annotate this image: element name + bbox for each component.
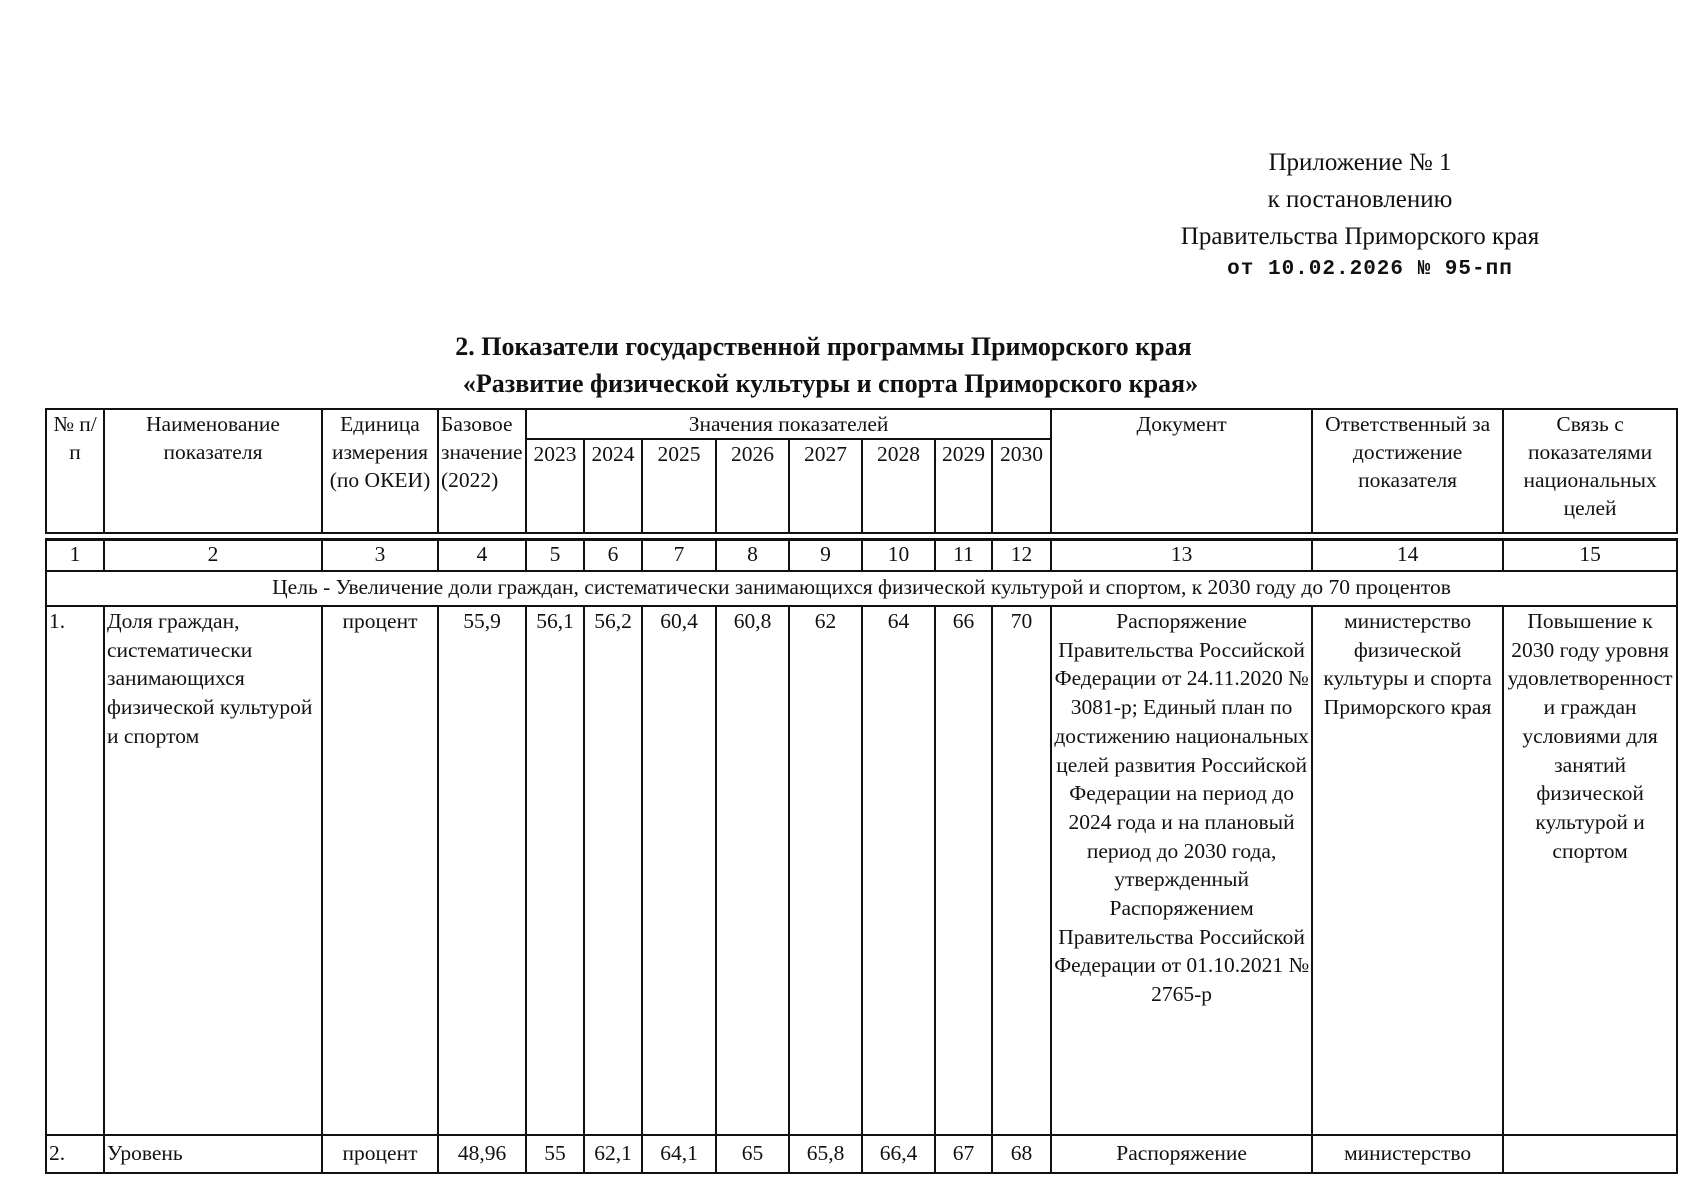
column-number: 6 <box>584 540 642 572</box>
row-value: 64,1 <box>642 1135 716 1173</box>
column-numbers-row <box>46 540 1677 572</box>
header-year: 2023 <box>526 439 584 533</box>
header-year: 2027 <box>789 439 862 533</box>
column-number: 14 <box>1312 540 1503 572</box>
row-value: 70 <box>992 606 1051 1135</box>
column-number: 2 <box>104 540 322 572</box>
appendix-to-resolution: к постановлению <box>1267 186 1453 213</box>
column-number: 5 <box>526 540 584 572</box>
title-line-1: 2. Показатели государственной программы Приморского края <box>455 332 1192 361</box>
row-value: 56,2 <box>584 606 642 1135</box>
header-year: 2030 <box>992 439 1051 533</box>
row-name: Уровень <box>104 1135 322 1173</box>
header-responsible: Ответственный за достижение показателя <box>1312 409 1503 533</box>
header-document: Документ <box>1051 409 1312 533</box>
header-num: № п/п <box>46 409 104 533</box>
header-year: 2029 <box>935 439 992 533</box>
header-link: Связь с показателями национальных целей <box>1503 409 1677 533</box>
row-unit: процент <box>322 606 438 1135</box>
row-responsible: министерство физической культуры и спорта Приморского края <box>1312 606 1503 1135</box>
column-number: 15 <box>1503 540 1677 572</box>
header-values-group: Значения показателей <box>526 409 1051 439</box>
row-value: 62 <box>789 606 862 1135</box>
row-value: 66 <box>935 606 992 1135</box>
row-base: 48,96 <box>438 1135 526 1173</box>
row-link: Повышение к 2030 году уровня удовлетворенности граждан условиями для занятий физической культурой и спортом <box>1503 606 1677 1135</box>
column-number: 8 <box>716 540 789 572</box>
row-link <box>1503 1135 1677 1173</box>
row-value: 66,4 <box>862 1135 935 1173</box>
column-number: 13 <box>1051 540 1312 572</box>
row-document: Распоряжение <box>1051 1135 1312 1173</box>
header-year: 2025 <box>642 439 716 533</box>
appendix-number: Приложение № 1 <box>1268 149 1452 176</box>
row-value: 55 <box>526 1135 584 1173</box>
row-name: Доля граждан, систематически занимающихся физической культурой и спортом <box>104 606 322 1135</box>
resolution-date-stamp: от 10.02.2026 № 95-пп <box>1227 258 1513 281</box>
row-value: 56,1 <box>526 606 584 1135</box>
row-num: 2. <box>46 1135 104 1173</box>
column-number: 9 <box>789 540 862 572</box>
table-row <box>46 1135 1677 1173</box>
column-number: 4 <box>438 540 526 572</box>
goal-text: Цель - Увеличение доли граждан, систематически занимающихся физической культурой и спортом, к 2030 году до 70 процентов <box>46 571 1677 606</box>
row-value: 60,4 <box>642 606 716 1135</box>
header-row <box>46 409 1677 439</box>
row-num: 1. <box>46 606 104 1135</box>
row-document: Распоряжение Правительства Российской Федерации от 24.11.2020 № 3081-р; Единый план по достижению национальных целей развития Российской Федерации на период до 2024 года и на плановый период до 2030 года, утвержденный Распоряжением Правительства Российской Федерации от 01.10.2021 № 2765-р <box>1051 606 1312 1135</box>
indicators-table <box>45 408 1678 1174</box>
row-responsible: министерство <box>1312 1135 1503 1173</box>
table-row <box>46 606 1677 1135</box>
title-line-2: «Развитие физической культуры и спорта Приморского края» <box>462 369 1199 398</box>
header-year: 2024 <box>584 439 642 533</box>
row-unit: процент <box>322 1135 438 1173</box>
row-value: 67 <box>935 1135 992 1173</box>
column-number: 1 <box>46 540 104 572</box>
column-number: 12 <box>992 540 1051 572</box>
appendix-block <box>1150 144 1570 285</box>
page-title <box>0 328 1697 402</box>
column-number: 10 <box>862 540 935 572</box>
row-value: 60,8 <box>716 606 789 1135</box>
header-base: Базовое значение (2022) <box>438 409 526 533</box>
row-value: 62,1 <box>584 1135 642 1173</box>
row-value: 64 <box>862 606 935 1135</box>
header-year: 2028 <box>862 439 935 533</box>
column-number: 7 <box>642 540 716 572</box>
appendix-government: Правительства Приморского края <box>1180 223 1540 250</box>
row-value: 65,8 <box>789 1135 862 1173</box>
header-unit: Единица измерения (по ОКЕИ) <box>322 409 438 533</box>
goal-row <box>46 571 1677 606</box>
row-base: 55,9 <box>438 606 526 1135</box>
column-number: 3 <box>322 540 438 572</box>
header-year: 2026 <box>716 439 789 533</box>
column-number: 11 <box>935 540 992 572</box>
header-name: Наименование показателя <box>104 409 322 533</box>
row-value: 65 <box>716 1135 789 1173</box>
row-value: 68 <box>992 1135 1051 1173</box>
